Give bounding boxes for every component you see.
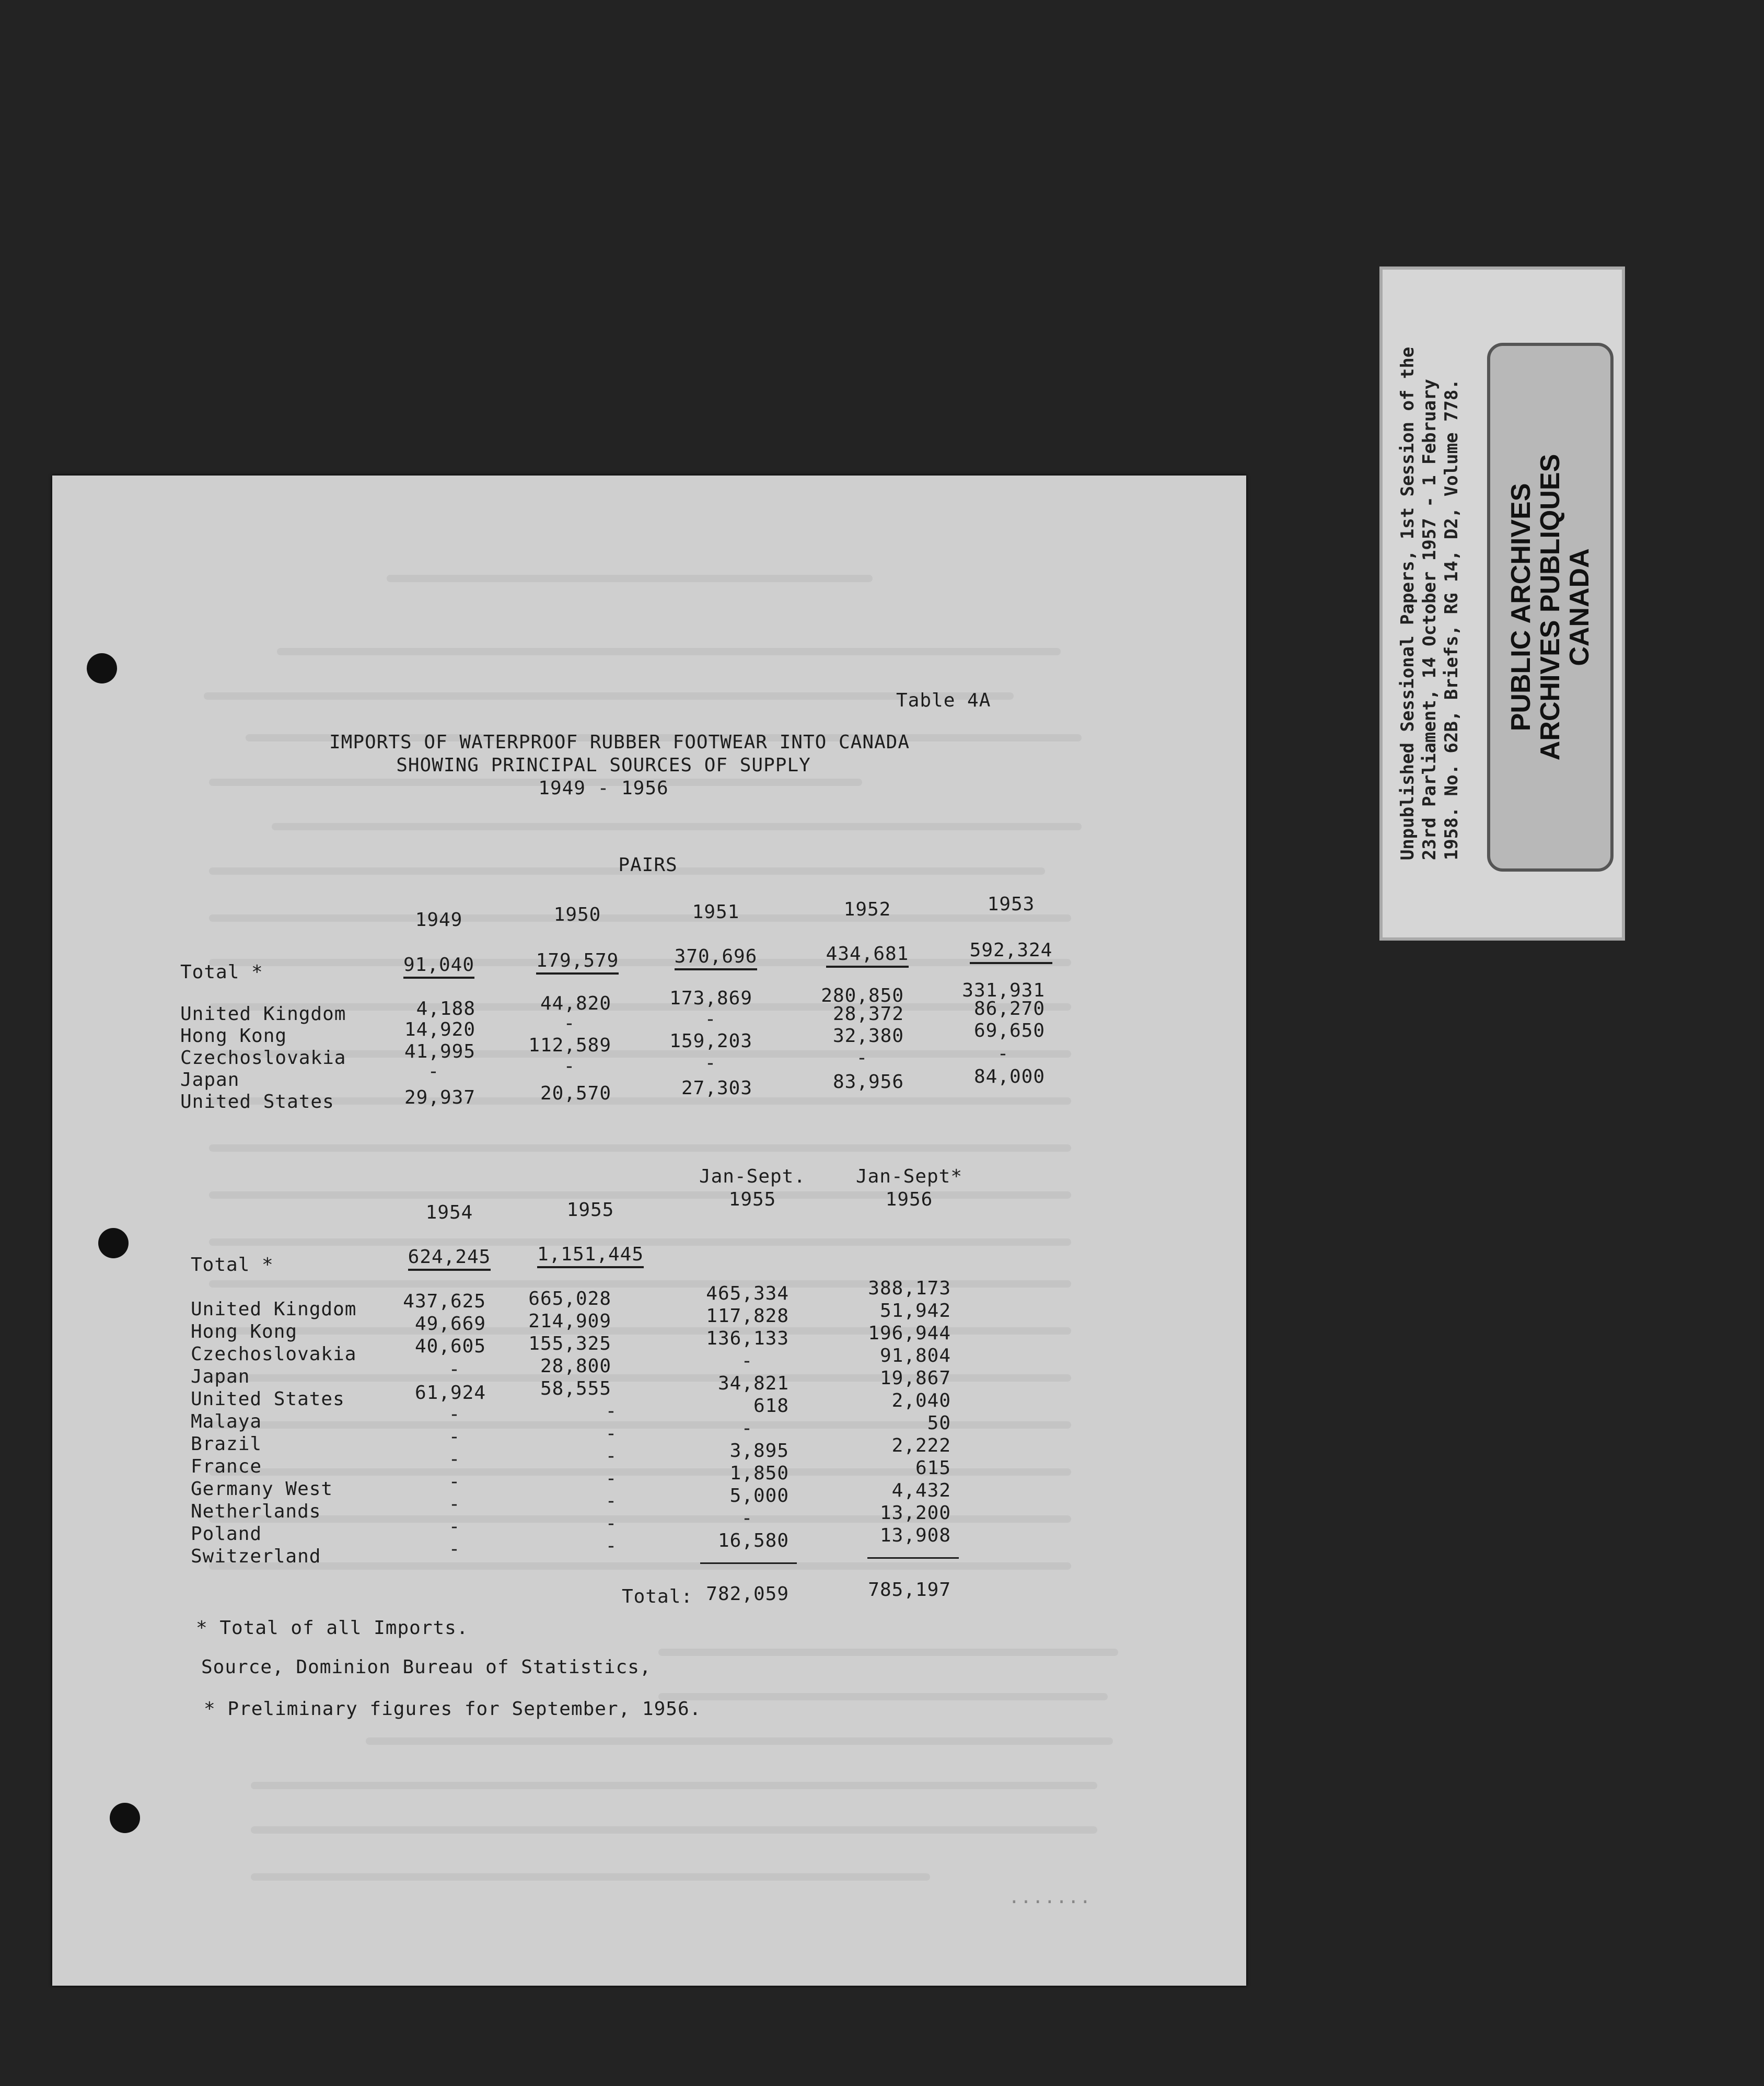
- punch-hole-top: [87, 653, 117, 683]
- t1-cell: 69,650: [973, 1020, 1045, 1041]
- continuation-mark: .......: [1008, 1886, 1092, 1908]
- t2-country: Czechoslovakia: [191, 1343, 357, 1365]
- t2-cell: 2,222: [891, 1435, 951, 1456]
- public-archives-text: PUBLIC ARCHIVES ARCHIVES PUBLIQUES CANADA: [1506, 454, 1595, 761]
- t2-cell: 465,334: [706, 1283, 789, 1304]
- title-line-1: IMPORTS OF WATERPROOF RUBBER FOOTWEAR INTO CANADA: [329, 732, 910, 753]
- t2-cell: -: [605, 1490, 618, 1512]
- t2-cell: -: [448, 1404, 461, 1425]
- t1-cell: -: [704, 1009, 717, 1030]
- t1-total-label: Total *: [180, 961, 263, 983]
- t2-cell: 117,828: [706, 1305, 789, 1327]
- t2-cell: 196,944: [868, 1323, 951, 1344]
- t2-country: Malaya: [191, 1411, 262, 1432]
- t2-country: France: [191, 1456, 262, 1477]
- title-line-3: 1949 - 1956: [538, 778, 669, 799]
- t2-total-label: Total *: [191, 1254, 274, 1276]
- t2-cell: -: [448, 1538, 461, 1560]
- footnote-preliminary: * Preliminary figures for September, 1956.: [204, 1698, 702, 1720]
- t2-cell: 50: [927, 1412, 951, 1434]
- t2-cell: -: [448, 1516, 461, 1537]
- sum-rule: [867, 1557, 959, 1559]
- punch-hole-bottom: [110, 1803, 140, 1833]
- t2-year: 1954: [425, 1202, 473, 1223]
- t2-cell: 19,867: [879, 1368, 951, 1389]
- t2-cell: 155,325: [528, 1333, 611, 1354]
- t2-year: 1955: [566, 1199, 614, 1221]
- t2-country: Switzerland: [191, 1546, 321, 1567]
- t1-country: United Kingdom: [180, 1003, 346, 1025]
- t1-cell: -: [563, 1056, 576, 1077]
- punch-hole-middle: [98, 1228, 129, 1258]
- t2-cell: -: [448, 1448, 461, 1470]
- t1-cell: 32,380: [832, 1025, 904, 1047]
- t2-cell: -: [605, 1468, 618, 1489]
- t1-country: Japan: [180, 1069, 240, 1091]
- t1-year: 1951: [692, 901, 740, 923]
- t1-cell: 84,000: [973, 1066, 1045, 1087]
- t2-cell: -: [741, 1350, 753, 1372]
- t2-cell: 136,133: [706, 1328, 789, 1349]
- t2-cell: -: [605, 1423, 618, 1444]
- t2-cell: 16,580: [717, 1530, 789, 1551]
- t2-cell: -: [741, 1508, 753, 1529]
- t1-total: 179,579: [515, 950, 640, 971]
- t2-year: Jan-Sept. 1955: [699, 1166, 806, 1210]
- t2-cell: 13,200: [879, 1502, 951, 1524]
- t2-country: Poland: [191, 1523, 262, 1545]
- t2-cell: 437,625: [403, 1291, 486, 1312]
- t2-country: Netherlands: [191, 1501, 321, 1522]
- t2-cell: 4,432: [891, 1480, 951, 1501]
- t1-cell: 280,850: [821, 985, 904, 1006]
- t1-year: 1953: [987, 894, 1035, 915]
- t1-cell: 14,920: [404, 1019, 475, 1040]
- t1-year: 1950: [553, 904, 601, 925]
- t1-cell: 44,820: [540, 993, 611, 1014]
- t2-country: Germany West: [191, 1478, 333, 1500]
- t1-country: Hong Kong: [180, 1025, 287, 1047]
- t2-cell: -: [448, 1471, 461, 1492]
- t1-cell: 20,570: [540, 1083, 611, 1104]
- t2-cell: 665,028: [528, 1288, 611, 1309]
- source-note: Source, Dominion Bureau of Statistics,: [201, 1656, 652, 1678]
- t1-total: 91,040: [376, 954, 502, 976]
- t2-cell: 1,850: [729, 1463, 789, 1484]
- t2-cell: 34,821: [717, 1373, 789, 1394]
- t1-cell: 41,995: [404, 1041, 475, 1062]
- t2-cell: -: [605, 1400, 618, 1422]
- public-archives-seal: [1487, 343, 1614, 872]
- t2-cell: 28,800: [540, 1355, 611, 1377]
- archive-reference-text: Unpublished Sessional Papers, 1st Session of the 23rd Parliament, 14 October 1957 - 1 February 1958. No. 62B, Briefs, RG 14, D2, Volume 778.: [1397, 346, 1462, 861]
- t1-cell: -: [997, 1043, 1009, 1064]
- t1-cell: 27,303: [681, 1077, 752, 1099]
- t1-cell: 112,589: [528, 1035, 611, 1056]
- t1-cell: 159,203: [669, 1030, 752, 1052]
- t2-cell: 615: [915, 1457, 951, 1479]
- t2-cell: 388,173: [868, 1278, 951, 1299]
- t1-cell: -: [427, 1061, 440, 1082]
- archive-stamp: [1379, 266, 1625, 941]
- t2-cell: -: [605, 1513, 618, 1534]
- t1-total: 592,324: [948, 940, 1074, 961]
- t2-total: 1,151,445: [523, 1244, 658, 1265]
- t1-year: 1952: [843, 899, 891, 920]
- t1-cell: 4,188: [416, 998, 475, 1019]
- table-label: Table 4A: [896, 690, 991, 711]
- t2-country: United Kingdom: [191, 1299, 357, 1320]
- t2-cell: 58,555: [540, 1378, 611, 1399]
- t1-year: 1949: [415, 909, 463, 931]
- t1-country: United States: [180, 1091, 334, 1112]
- title-line-2: SHOWING PRINCIPAL SOURCES OF SUPPLY: [396, 755, 811, 776]
- t2-cell: 61,924: [414, 1382, 486, 1404]
- t2-cell: 13,908: [879, 1525, 951, 1546]
- footnote-total: * Total of all Imports.: [196, 1617, 469, 1639]
- t2-year: Jan-Sept* 1956: [855, 1166, 963, 1210]
- t2-cell: -: [741, 1418, 753, 1439]
- t2-cell: 5,000: [729, 1485, 789, 1506]
- t1-cell: -: [704, 1052, 717, 1074]
- t1-cell: 173,869: [669, 988, 752, 1009]
- sum-rule: [700, 1562, 797, 1564]
- t2-country: Japan: [191, 1366, 250, 1387]
- t1-total: 434,681: [805, 943, 930, 965]
- t2-country: United States: [191, 1388, 345, 1410]
- t2-cell: 2,040: [891, 1390, 951, 1411]
- grand-total: 782,059: [706, 1583, 789, 1605]
- t2-cell: -: [448, 1493, 461, 1515]
- t2-cell: 3,895: [729, 1440, 789, 1462]
- t2-country: Hong Kong: [191, 1321, 298, 1342]
- t2-cell: 214,909: [528, 1311, 611, 1332]
- t1-cell: 28,372: [832, 1003, 904, 1025]
- t1-cell: 83,956: [832, 1071, 904, 1093]
- grand-total-label: Total:: [622, 1586, 693, 1607]
- document-page: [52, 476, 1246, 1986]
- t2-cell: 618: [753, 1395, 789, 1417]
- t1-cell: 331,931: [962, 980, 1045, 1001]
- t2-cell: -: [605, 1445, 618, 1467]
- t1-cell: 29,937: [404, 1087, 475, 1108]
- t2-cell: 49,669: [414, 1313, 486, 1335]
- unit-label: PAIRS: [618, 854, 678, 876]
- t2-cell: -: [448, 1359, 461, 1380]
- t1-cell: 86,270: [973, 998, 1045, 1019]
- t1-cell: -: [563, 1013, 576, 1034]
- t1-cell: -: [856, 1047, 868, 1069]
- t2-cell: 91,804: [879, 1345, 951, 1366]
- t2-cell: -: [448, 1426, 461, 1447]
- grand-total: 785,197: [868, 1579, 951, 1601]
- t2-cell: 51,942: [879, 1300, 951, 1322]
- t1-total: 370,696: [653, 946, 779, 967]
- t2-cell: 40,605: [414, 1336, 486, 1357]
- t2-total: 624,245: [392, 1246, 507, 1268]
- t2-cell: -: [605, 1535, 618, 1557]
- t1-country: Czechoslovakia: [180, 1047, 346, 1069]
- t2-country: Brazil: [191, 1433, 262, 1455]
